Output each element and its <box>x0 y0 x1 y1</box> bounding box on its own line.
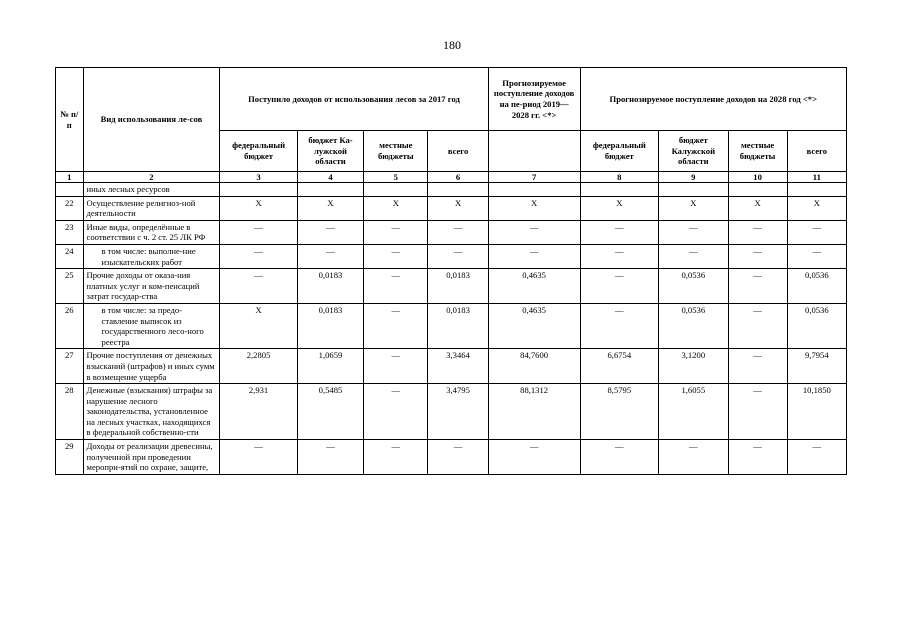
row-value: 6,6754 <box>580 349 659 384</box>
page-number: 180 <box>443 38 461 52</box>
row-value: X <box>364 196 428 220</box>
row-value: 0,5485 <box>297 384 363 440</box>
table-row <box>56 440 847 475</box>
row-value: 0,0536 <box>659 269 728 304</box>
row-value: 10,1850 <box>787 384 846 440</box>
row-value: — <box>659 440 728 475</box>
header-regional-2028: бюджет Калужской области <box>659 131 728 172</box>
forest-income-table <box>55 67 847 475</box>
column-number: 3 <box>220 172 298 183</box>
header-local: местные бюджеты <box>364 131 428 172</box>
row-value: 0,0183 <box>297 269 363 304</box>
row-value <box>488 183 580 197</box>
table-body <box>56 183 847 475</box>
row-value: — <box>220 269 298 304</box>
header-group-2017: Поступило доходов от использования лесов за 2017 год <box>220 68 488 131</box>
row-value: 0,4635 <box>488 303 580 348</box>
row-name: в том числе: за предо-ставление выписок из государственного лесо-ного реестра <box>83 303 220 348</box>
row-value: — <box>728 220 787 244</box>
row-number: 27 <box>56 349 84 384</box>
row-value: — <box>728 349 787 384</box>
row-value: — <box>220 220 298 244</box>
column-number: 11 <box>787 172 846 183</box>
row-number: 28 <box>56 384 84 440</box>
row-name: Прочие доходы от оказа-ния платных услуг и ком-пенсаций затрат государ-ства <box>83 269 220 304</box>
row-value: — <box>428 244 488 268</box>
row-value: — <box>364 440 428 475</box>
row-value: — <box>580 440 659 475</box>
row-value <box>364 183 428 197</box>
row-value: — <box>220 244 298 268</box>
row-name: Иные виды, определённые в соответствии с ч. 2 ст. 25 ЛК РФ <box>83 220 220 244</box>
row-value: 3,1200 <box>659 349 728 384</box>
row-value <box>220 183 298 197</box>
row-value <box>787 183 846 197</box>
row-number: 23 <box>56 220 84 244</box>
row-value: — <box>580 220 659 244</box>
row-number <box>56 183 84 197</box>
row-value: 1,6055 <box>659 384 728 440</box>
header-total-2028: всего <box>787 131 846 172</box>
row-value: 0,0536 <box>787 303 846 348</box>
row-name: Денежные (взыскания) штрафы за нарушение лесного законодательства, установленное на лесных участках, находящихся в федеральной собственно-сти <box>83 384 220 440</box>
row-value: — <box>659 244 728 268</box>
header-num: № п/п <box>56 68 84 172</box>
row-number: 24 <box>56 244 84 268</box>
row-value: 2,931 <box>220 384 298 440</box>
row-value: — <box>364 303 428 348</box>
row-value <box>728 183 787 197</box>
row-value: 0,0183 <box>428 269 488 304</box>
row-value: — <box>297 440 363 475</box>
row-name: Осуществление религиоз-ной деятельности <box>83 196 220 220</box>
row-value: 3,3464 <box>428 349 488 384</box>
table-row <box>56 269 847 304</box>
column-number: 7 <box>488 172 580 183</box>
header-group-2028: Прогнозируемое поступление доходов на 2028 год <*> <box>580 68 846 131</box>
table-row <box>56 384 847 440</box>
row-value: 3,4795 <box>428 384 488 440</box>
row-value: — <box>728 440 787 475</box>
header-federal: федеральный бюджет <box>220 131 298 172</box>
row-value: — <box>428 440 488 475</box>
row-value: — <box>364 384 428 440</box>
table-row <box>56 183 847 197</box>
row-value: — <box>364 269 428 304</box>
row-name: Доходы от реализации древесины, полученной при проведении меропри-ятий по охране, защите, <box>83 440 220 475</box>
row-value: — <box>297 220 363 244</box>
row-name: в том числе: выполне-ние изыскательских работ <box>83 244 220 268</box>
header-federal-2028: федеральный бюджет <box>580 131 659 172</box>
table-row <box>56 244 847 268</box>
row-value: — <box>728 303 787 348</box>
row-value: — <box>364 244 428 268</box>
row-value: 0,0536 <box>659 303 728 348</box>
header-local-2028: местные бюджеты <box>728 131 787 172</box>
row-value: — <box>728 269 787 304</box>
row-value: X <box>787 196 846 220</box>
row-value: 0,0183 <box>428 303 488 348</box>
row-value: X <box>728 196 787 220</box>
row-value: — <box>364 349 428 384</box>
row-value <box>580 183 659 197</box>
row-value: — <box>787 440 846 475</box>
row-value: — <box>728 384 787 440</box>
table-row <box>56 303 847 348</box>
column-number: 9 <box>659 172 728 183</box>
row-value: X <box>220 196 298 220</box>
row-value <box>297 183 363 197</box>
row-value: — <box>488 244 580 268</box>
row-value: — <box>488 440 580 475</box>
row-value: 8,5795 <box>580 384 659 440</box>
row-value: — <box>580 269 659 304</box>
row-value: — <box>580 303 659 348</box>
header-type: Вид использования ле-сов <box>83 68 220 172</box>
row-value: — <box>488 220 580 244</box>
row-value: X <box>220 303 298 348</box>
column-number: 4 <box>297 172 363 183</box>
row-value <box>659 183 728 197</box>
column-number: 2 <box>83 172 220 183</box>
row-value: — <box>220 440 298 475</box>
header-regional: бюджет Ка-лужской области <box>297 131 363 172</box>
row-value: X <box>297 196 363 220</box>
row-value: — <box>787 244 846 268</box>
row-value: 0,0536 <box>787 269 846 304</box>
row-value: X <box>488 196 580 220</box>
column-number: 1 <box>56 172 84 183</box>
column-number: 5 <box>364 172 428 183</box>
row-value: — <box>428 220 488 244</box>
row-value: 0,0183 <box>297 303 363 348</box>
row-value: 1,0659 <box>297 349 363 384</box>
header-forecast-period: Прогнозируемое поступление доходов на пе-риод 2019—2028 гг. <*> <box>488 68 580 131</box>
row-name: иных лесных ресурсов <box>83 183 220 197</box>
row-value: — <box>728 244 787 268</box>
row-value: 88,1312 <box>488 384 580 440</box>
row-number: 22 <box>56 196 84 220</box>
row-value: X <box>428 196 488 220</box>
table-row <box>56 220 847 244</box>
header-total: всего <box>428 131 488 172</box>
row-value: X <box>580 196 659 220</box>
row-number: 25 <box>56 269 84 304</box>
row-value: 2,2805 <box>220 349 298 384</box>
row-value: 9,7954 <box>787 349 846 384</box>
row-number: 26 <box>56 303 84 348</box>
header-forecast-empty <box>488 131 580 172</box>
table-row <box>56 196 847 220</box>
column-number: 6 <box>428 172 488 183</box>
row-value: 84,7600 <box>488 349 580 384</box>
row-value: — <box>659 220 728 244</box>
row-value: — <box>364 220 428 244</box>
row-value: — <box>580 244 659 268</box>
row-value <box>428 183 488 197</box>
row-number: 29 <box>56 440 84 475</box>
row-value: 0,4635 <box>488 269 580 304</box>
table-row <box>56 349 847 384</box>
row-value: — <box>297 244 363 268</box>
row-name: Прочие поступления от денежных взысканий (штрафов) и иных сумм в возмещение ущерба <box>83 349 220 384</box>
row-value: X <box>659 196 728 220</box>
row-value: — <box>787 220 846 244</box>
column-number: 10 <box>728 172 787 183</box>
column-number: 8 <box>580 172 659 183</box>
